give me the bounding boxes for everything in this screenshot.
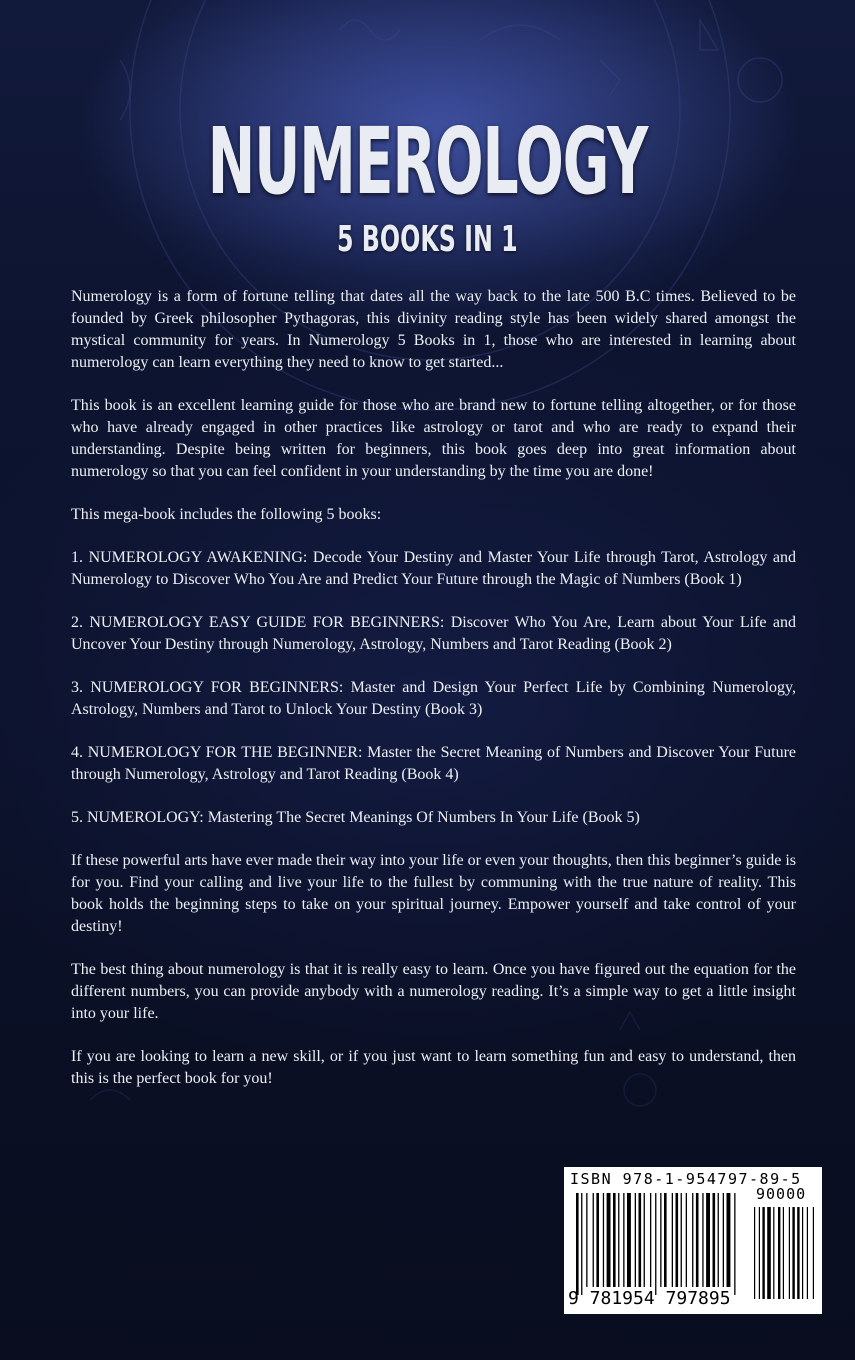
barcode-bar: [576, 1193, 579, 1295]
barcode-addon-bar: [813, 1207, 814, 1299]
isbn-label: ISBN 978-1-954797-89-5: [570, 1170, 802, 1188]
barcode-addon-bar: [797, 1207, 799, 1299]
barcode-addon-bar: [783, 1207, 784, 1299]
barcode-bar: [613, 1193, 616, 1287]
price-code: 90000: [756, 1185, 807, 1203]
barcode-bar: [702, 1193, 703, 1287]
description-paragraph: This book is an excellent learning guide for those who are brand new to fortune telling altogether, or for those who have already engaged in other practices like astrology or tarot and who are ready to expand their understanding. Despite being written for beginners, this book goes deep into great information about numerology so that you can feel confident in your understanding by the time you are done!: [71, 397, 796, 480]
barcode-bar: [681, 1193, 682, 1287]
book-list-item: 1. NUMEROLOGY AWAKENING: Decode Your Destiny and Master Your Life through Tarot, Astrology and Numerology to Discover Who You Are and Predict Your Future through the Magic of Numbers (Book 1): [71, 549, 796, 588]
barcode-bar: [635, 1193, 636, 1287]
book-list-item: 4. NUMEROLOGY FOR THE BEGINNER: Master the Secret Meaning of Numbers and Discover Your Future through Numerology, Astrology and Tarot Reading (Book 4): [71, 744, 796, 783]
barcode-bar: [734, 1193, 735, 1295]
description-paragraph: If you are looking to learn a new skill, or if you just want to learn something fun and easy to understand, then this is the perfect book for you!: [71, 1048, 796, 1087]
barcode-bar: [623, 1193, 624, 1287]
barcode-bar: [618, 1193, 619, 1287]
description-paragraph: If these powerful arts have ever made their way into your life or even your thoughts, then this beginner’s guide is for you. Find your calling and live your life to the fullest by communing with the true nature of reality. This book holds the beginning steps to take on your spiritual journey. Empower yourself and take control of your destiny!: [71, 852, 796, 935]
barcode-bar: [713, 1193, 716, 1287]
barcode-bar: [723, 1193, 724, 1287]
barcode-addon-bar: [762, 1207, 764, 1299]
barcode-addon-bar: [767, 1207, 771, 1299]
barcode-addon-bar: [789, 1207, 790, 1299]
barcode-addon-bar: [754, 1207, 755, 1299]
isbn-barcode: [564, 1167, 822, 1314]
barcode-bar: [593, 1193, 594, 1287]
book-title: NUMEROLOGY: [207, 108, 648, 215]
barcode-addon-bar: [773, 1207, 774, 1299]
description-paragraph: This mega-book includes the following 5 books:: [71, 506, 382, 523]
barcode-bar: [660, 1193, 661, 1287]
barcode-addon-bar: [759, 1207, 760, 1299]
description-paragraph: The best thing about numerology is that it is really easy to learn. Once you have figured out the equation for the different numbers, you can provide anybody with a numerology reading. It’s a simple way to get a little insight into your life.: [71, 961, 796, 1022]
description-paragraph: Numerology is a form of fortune telling that dates all the way back to the late 500 B.C times. Believed to be founded by Greek philosopher Pythagoras, this divinity reading style has been widely shared amongst the mystical community for years. In Numerology 5 Books in 1, those who are interested in learning about numerology can learn everything they need to know to get started...: [71, 288, 796, 371]
barcode-bar: [686, 1193, 687, 1287]
book-subtitle: 5 BOOKS IN 1: [337, 219, 518, 260]
barcode-bar: [672, 1193, 673, 1287]
ean-digits: 9 781954 797895: [568, 1288, 731, 1309]
barcode-bar: [627, 1193, 631, 1287]
barcode-bar: [586, 1193, 587, 1287]
barcode-addon-bar: [778, 1207, 780, 1299]
barcode-bar: [692, 1193, 693, 1287]
barcode-bar: [696, 1193, 699, 1287]
barcode-bar: [639, 1193, 642, 1287]
barcode-bar: [581, 1193, 582, 1295]
book-description: [71, 286, 796, 1111]
barcode-bar: [607, 1193, 611, 1287]
barcode-bar: [706, 1193, 710, 1287]
barcode-addon-bar: [807, 1207, 808, 1299]
barcode-bar: [664, 1193, 667, 1287]
book-list-item: 5. NUMEROLOGY: Mastering The Secret Meanings Of Numbers In Your Life (Book 5): [71, 809, 640, 826]
barcode-bar: [676, 1193, 679, 1287]
barcode-bar: [644, 1193, 645, 1287]
book-list-item: 3. NUMEROLOGY FOR BEGINNERS: Master and Design Your Perfect Life by Combining Numerology, Astrology, Numbers and Tarot to Unlock Your Destiny (Book 3): [71, 679, 796, 718]
barcode-bar: [603, 1193, 604, 1287]
barcode-addon-bar: [792, 1207, 794, 1299]
barcode-bar: [655, 1193, 656, 1295]
barcode-bar: [650, 1193, 651, 1287]
barcode-bar: [596, 1193, 599, 1287]
barcode-addon-bar: [802, 1207, 803, 1299]
barcode-bar: [727, 1193, 731, 1287]
book-list-item: 2. NUMEROLOGY EASY GUIDE FOR BEGINNERS: Discover Who You Are, Learn about Your Life and Uncover Your Destiny through Numerology, Astrology, Numbers and Tarot Reading (Book 2): [71, 614, 796, 653]
barcode-bar: [718, 1193, 719, 1287]
